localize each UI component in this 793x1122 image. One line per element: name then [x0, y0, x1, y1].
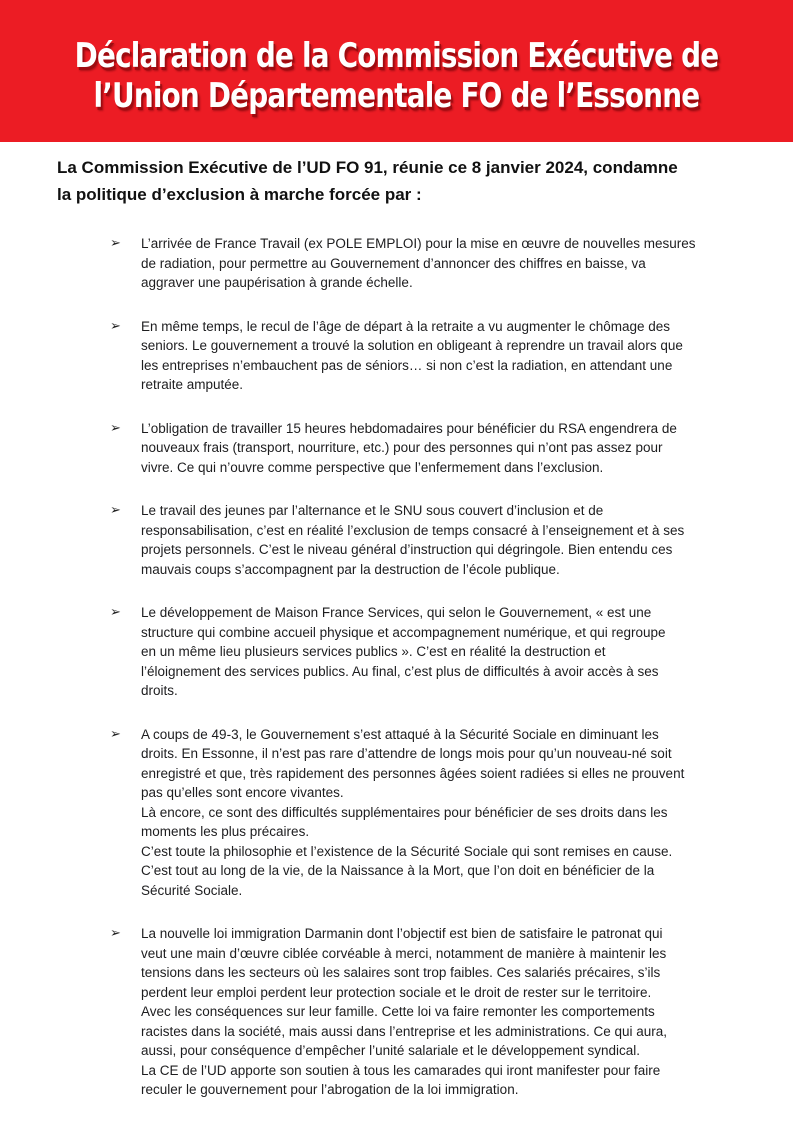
bullet-line: les entreprises n’embauchent pas de séniors… si non c’est la radiation, en attendant une: [141, 357, 673, 373]
bullet-line: l’éloignement des services publics. Au final, c’est plus de difficultés à avoir accès à ses: [141, 663, 659, 679]
bullet-line: structure qui combine accueil physique et accompagnement numérique, et qui regroupe: [141, 624, 666, 640]
bullet-line: racistes dans la société, mais aussi dans l’entreprise et les administrations. Ce qui aura,: [141, 1023, 667, 1039]
bullet-line: nouveaux frais (transport, nourriture, etc.) pour des personnes qui n’ont pas assez pour: [141, 440, 663, 455]
bullet-line: en un même lieu plusieurs services publics ». C’est en réalité la destruction et: [141, 644, 606, 659]
bullet-item-2: [110, 317, 760, 395]
bullet-line: moments les plus précaires.: [141, 824, 310, 839]
bullet-line: L’obligation de travailler 15 heures hebdomadaires pour bénéficier du RSA engendrera de: [141, 420, 677, 436]
bullet-line: projets personnels. C’est le niveau général d’instruction qui dégringole. Bien entendu ces: [141, 542, 673, 557]
bullet-line: reculer le gouvernement pour l’abrogation de la loi immigration.: [141, 1082, 519, 1097]
bullet-line: La CE de l’UD apporte son soutien à tous les camarades qui iront manifester pour faire: [141, 1062, 661, 1078]
bullet-text: [141, 924, 760, 1100]
bullet-line: pas qu’elles sont encore vivantes.: [141, 785, 344, 800]
bullet-list: [110, 234, 760, 1100]
arrow-bullet-icon: ➢: [110, 502, 121, 517]
bullet-line: mauvais coups s’accompagnent par la destruction de l’école publique.: [141, 561, 560, 577]
bullet-line: En même temps, le recul de l’âge de départ à la retraite a vu augmenter le chômage des: [141, 318, 671, 334]
bullet-text: [141, 317, 760, 395]
intro-line-1: La Commission Exécutive de l’UD FO 91, réunie ce 8 janvier 2024, condamne: [57, 158, 678, 177]
bullet-line: C’est tout au long de la vie, de la Naissance à la Mort, que l’on doit en bénéficier de la: [141, 863, 655, 878]
bullet-line: aggraver une paupérisation à grande échelle.: [141, 275, 413, 290]
bullet-line: responsabilisation, c’est en réalité l’exclusion de temps consacré à l’enseignement et à ses: [141, 522, 685, 538]
bullet-text: [141, 725, 760, 901]
bullet-line: perdent leur emploi perdent leur protection sociale et le droit de rester sur le territoire.: [141, 984, 652, 1000]
bullet-line: Le travail des jeunes par l’alternance et le SNU sous couvert d’inclusion et de: [141, 503, 604, 518]
bullet-line: Là encore, ce sont des difficultés supplémentaires pour bénéficier de ses droits dans les: [141, 804, 668, 820]
arrow-bullet-icon: ➢: [110, 235, 121, 250]
bullet-text: [141, 501, 760, 579]
bullet-line: seniors. Le gouvernement a trouvé la solution en obligeant à reprendre un travail alors que: [141, 338, 683, 353]
bullet-text: [141, 603, 760, 701]
bullet-line: aussi, pour conséquence d’empêcher l’unité salariale et le développement syndical.: [141, 1043, 641, 1058]
bullet-line: veut une main d’œuvre ciblée corvéable à merci, notamment de manière à maintenir les: [141, 945, 667, 961]
bullet-item-1: [110, 234, 760, 293]
bullet-line: Sécurité Sociale.: [141, 882, 243, 898]
bullet-line: enregistré et que, très rapidement des personnes âgées soient radiées si elles ne prouvent: [141, 765, 685, 781]
bullet-line: tensions dans les secteurs où les salaires sont trop faibles. Ces salariés précaires, s’ils: [141, 965, 661, 980]
bullet-line: Le développement de Maison France Services, qui selon le Gouvernement, « est une: [141, 605, 652, 620]
arrow-bullet-icon: ➢: [110, 925, 121, 940]
bullet-line: L’arrivée de France Travail (ex POLE EMPLOI) pour la mise en œuvre de nouvelles mesures: [141, 236, 696, 251]
arrow-bullet-icon: ➢: [110, 317, 121, 333]
bullet-text: [141, 419, 760, 478]
bullet-line: de radiation, pour permettre au Gouvernement d’annoncer des chiffres en baisse, va: [141, 255, 646, 271]
bullet-line: retraite amputée.: [141, 377, 244, 392]
intro-line-2: la politique d’exclusion à marche forcée par :: [57, 185, 422, 204]
bullet-line: C’est toute la philosophie et l’existence de la Sécurité Sociale qui sont remises en cause.: [141, 843, 673, 859]
arrow-bullet-icon: ➢: [110, 604, 121, 619]
arrow-bullet-icon: ➢: [110, 725, 121, 741]
intro-paragraph: [57, 154, 753, 208]
bullet-line: A coups de 49-3, le Gouvernement s’est attaqué à la Sécurité Sociale en diminuant les: [141, 726, 659, 742]
bullet-line: vivre. Ce qui n’ouvre comme perspective que l’enfermement dans l’exclusion.: [141, 459, 604, 475]
arrow-bullet-icon: ➢: [110, 419, 121, 435]
title-banner: [0, 0, 793, 142]
bullet-line: droits. En Essonne, il n’est pas rare d’attendre de longs mois pour qu’un nouveau-né soit: [141, 746, 672, 761]
bullet-item-3: [110, 419, 760, 478]
bullet-line: Avec les conséquences sur leur famille. Cette loi va faire remonter les comportements: [141, 1004, 655, 1019]
bullet-item-6: [110, 725, 760, 901]
bullet-line: La nouvelle loi immigration Darmanin dont l’objectif est bien de satisfaire le patronat qui: [141, 926, 663, 941]
bullet-item-5: [110, 603, 760, 701]
document-title-line1: Déclaration de la Commission Exécutive de: [74, 36, 719, 76]
bullet-text: [141, 234, 760, 293]
bullet-item-4: [110, 501, 760, 579]
bullet-line: droits.: [141, 683, 178, 698]
bullet-item-7: [110, 924, 760, 1100]
document-title-line2: l’Union Départementale FO de l’Essonne: [93, 76, 700, 116]
